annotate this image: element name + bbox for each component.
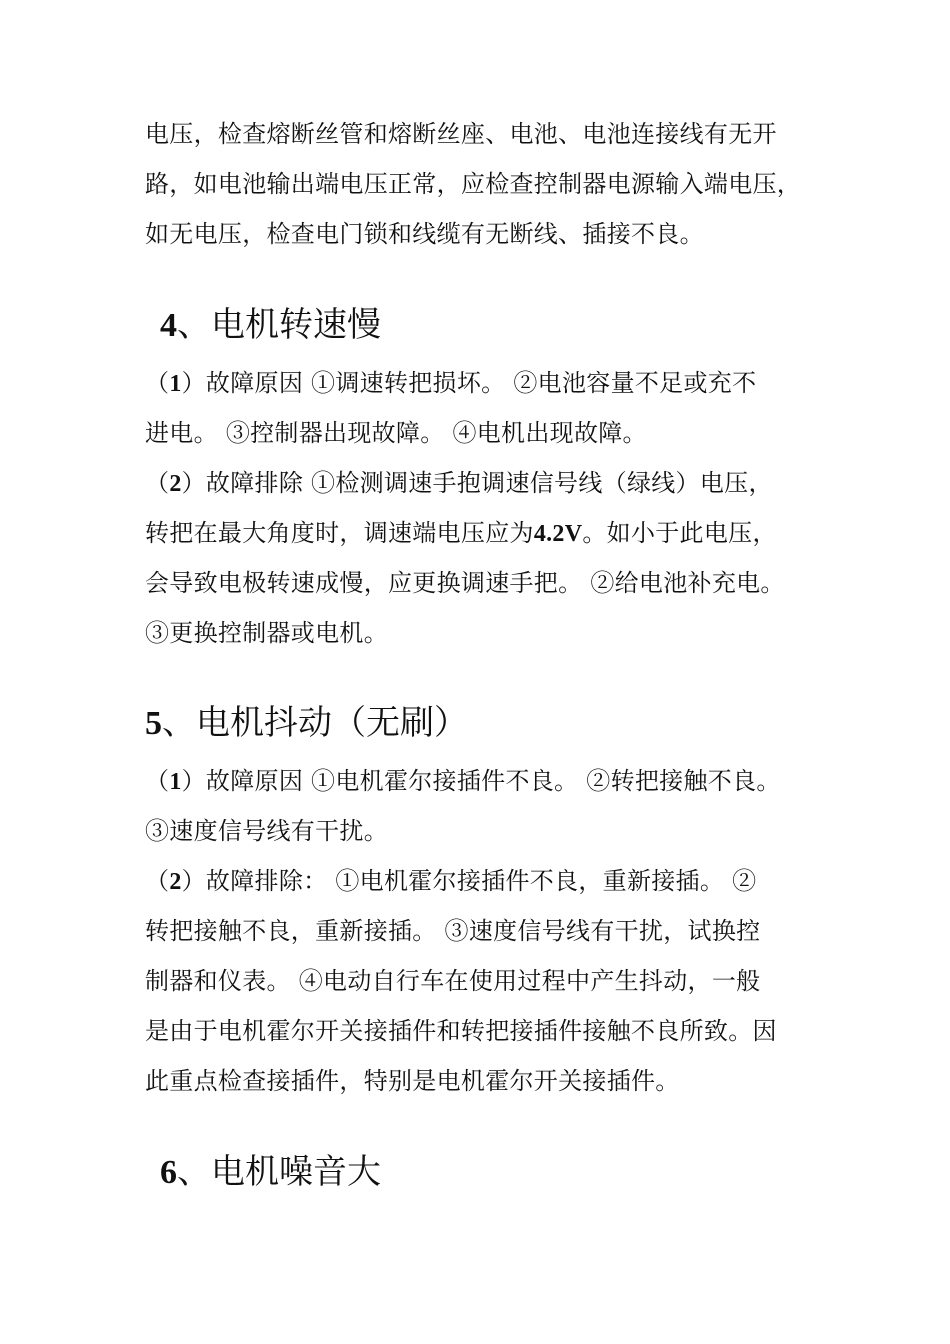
section-4-heading	[160, 303, 381, 348]
s4-cause-line-1	[145, 366, 815, 401]
section-4-title: 、电机转速慢	[177, 305, 381, 345]
paren-open: （	[145, 767, 170, 795]
s5-fix-line-3: 制器和仪表。 ④电动自行车在使用过程中产生抖动，一般	[145, 967, 761, 995]
s4-fix-line-2	[145, 516, 815, 551]
s4-cause-line-2: 进电。 ③控制器出现故障。 ④电机出现故障。	[145, 419, 647, 447]
voltage-value: 4.2V	[533, 521, 583, 547]
item-index: 1	[169, 769, 182, 795]
section-4-number: 4	[160, 307, 177, 344]
section-5-number: 5	[145, 705, 162, 742]
section-5-heading	[145, 701, 468, 746]
section-5-title: 、电机抖动（无刷）	[162, 703, 468, 743]
item-index: 2	[169, 869, 182, 895]
s4-fix-text: ）故障排除 ①检测调速手抱调速信号线（绿线）电压，	[181, 469, 773, 497]
s5-fix-line-2: 转把接触不良，重新接插。 ③速度信号线有干扰，试换控	[145, 917, 761, 945]
intro-line-2: 路，如电池输出端电压正常，应检查控制器电源输入端电压，	[145, 170, 802, 198]
item-index: 2	[169, 471, 182, 497]
s4-fix-text-b: 。如小于此电压，	[582, 519, 777, 547]
s4-fix-line-4: ③更换控制器或电机。	[145, 619, 388, 647]
s5-fix-line-4: 是由于电机霍尔开关接插件和转把接插件接触不良所致。因	[145, 1017, 777, 1045]
item-index: 1	[169, 371, 182, 397]
paren-open: （	[145, 867, 170, 895]
section-6-title: 、电机噪音大	[177, 1152, 381, 1192]
intro-line-1: 电压，检查熔断丝管和熔断丝座、电池、电池连接线有无开	[145, 120, 777, 148]
s5-fix-line-1	[145, 864, 815, 899]
s4-cause-text: ）故障原因 ①调速转把损坏。 ②电池容量不足或充不	[181, 369, 757, 397]
intro-line-3: 如无电压，检查电门锁和线缆有无断线、插接不良。	[145, 220, 704, 248]
paren-open: （	[145, 469, 170, 497]
s5-fix-text: ）故障排除： ①电机霍尔接插件不良，重新接插。 ②	[181, 867, 757, 895]
s4-fix-text-a: 转把在最大角度时，调速端电压应为	[145, 519, 534, 547]
s4-fix-line-3: 会导致电极转速成慢，应更换调速手把。 ②给电池补充电。	[145, 569, 785, 597]
s5-cause-line-1	[145, 764, 815, 799]
paren-open: （	[145, 369, 170, 397]
s5-fix-line-5: 此重点检查接插件，特别是电机霍尔开关接插件。	[145, 1067, 680, 1095]
s4-fix-line-1	[145, 466, 815, 501]
section-6-heading	[160, 1150, 381, 1195]
s5-cause-text: ）故障原因 ①电机霍尔接插件不良。 ②转把接触不良。	[181, 767, 781, 795]
s5-cause-line-2: ③速度信号线有干扰。	[145, 817, 388, 845]
section-6-number: 6	[160, 1154, 177, 1191]
